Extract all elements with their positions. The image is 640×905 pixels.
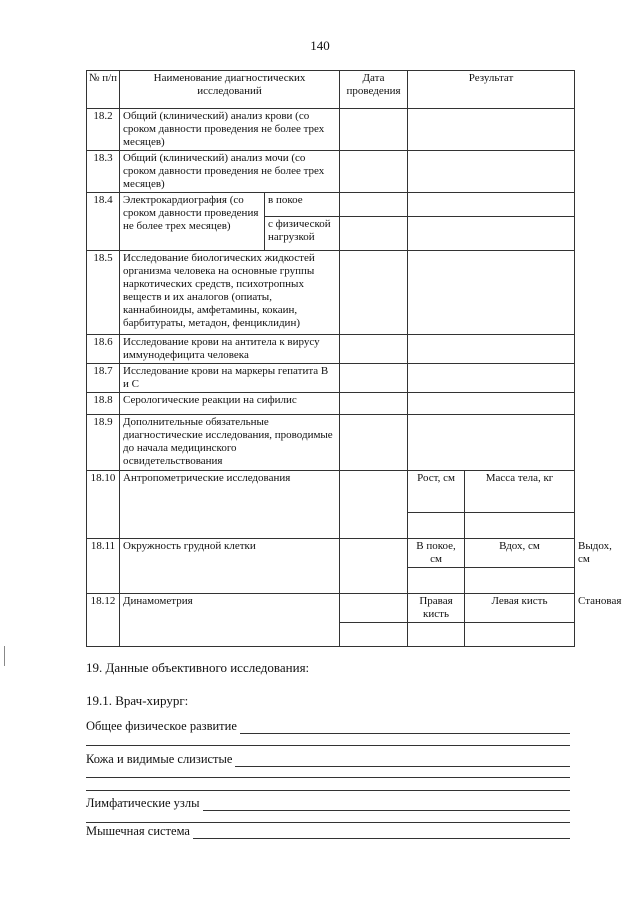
header-result: Результат: [408, 71, 575, 109]
row-num: 18.2: [87, 109, 120, 151]
left-hand-label: Левая кисть: [465, 594, 575, 623]
table-row: [87, 471, 575, 513]
table-row: 18.12 Динамометрия Правая кисть Левая кисть Становая: [87, 594, 575, 623]
result-cell[interactable]: [408, 335, 575, 364]
table-row: [87, 151, 575, 193]
result-cell[interactable]: [408, 109, 575, 151]
row-name: Общий (клинический) анализ мочи (со сроком давности проведения не более трех месяцев): [120, 151, 340, 193]
row-name: Дополнительные обязательные диагностические исследования, проводимые до начала медицинского освидетельствования: [120, 415, 340, 471]
fill-line[interactable]: [235, 753, 570, 767]
chest-inhale-label: Вдох, см: [465, 539, 575, 568]
result-cell[interactable]: [408, 193, 575, 217]
result-cell[interactable]: [408, 415, 575, 471]
header-date: Дата проведения: [340, 71, 408, 109]
date-cell[interactable]: [340, 251, 408, 335]
margin-mark: [4, 646, 5, 666]
page-number: 140: [310, 38, 330, 53]
ecg-load-label: с физической нагрузкой: [265, 217, 340, 251]
row-num: 18.11: [87, 539, 120, 594]
fill-line[interactable]: [86, 822, 570, 823]
table-row: 18.11 Окружность грудной клетки В покое, см Вдох, см Выдох, см: [87, 539, 575, 568]
fill-line[interactable]: [86, 790, 570, 791]
field-skin: [86, 752, 570, 767]
field-physical-development: [86, 719, 570, 734]
header-num: № п/п: [87, 71, 120, 109]
chest-inhale-value[interactable]: [465, 568, 575, 594]
table-row: [87, 109, 575, 151]
table-row: [87, 364, 575, 393]
table-row: [87, 251, 575, 335]
section-19-title: 19. Данные объективного исследования:: [86, 660, 310, 675]
date-cell[interactable]: [340, 217, 408, 251]
row-name: Серологические реакции на сифилис: [120, 393, 340, 415]
date-cell[interactable]: [340, 594, 408, 623]
height-label: Рост, см: [408, 471, 465, 513]
table-header-row: [87, 71, 575, 109]
field-muscle-system: [86, 824, 570, 839]
row-name: Электрокардиография (со сроком давности проведения не более трех месяцев): [120, 193, 265, 251]
date-cell[interactable]: [340, 393, 408, 415]
date-cell[interactable]: [340, 109, 408, 151]
right-hand-value[interactable]: [408, 623, 465, 647]
row-name: Антропометрические исследования: [120, 471, 340, 539]
section-19-1-title: 19.1. Врач-хирург:: [86, 693, 189, 708]
field-lymph-nodes: [86, 796, 570, 811]
date-cell[interactable]: [340, 623, 408, 647]
row-name: Исследование биологических жидкостей организма человека на основные группы наркотических средств, психотропных веществ и их аналогов (опиаты, каннабиноиды, амфетамины, кокаин, барбитураты, метадон, фенциклидин): [120, 251, 340, 335]
left-hand-value[interactable]: [465, 623, 575, 647]
row-num: 18.3: [87, 151, 120, 193]
row-name: Окружность грудной клетки: [120, 539, 340, 594]
weight-value[interactable]: [465, 513, 575, 539]
table-row: [87, 393, 575, 415]
table-row: [87, 415, 575, 471]
row-num: 18.6: [87, 335, 120, 364]
result-cell[interactable]: [408, 364, 575, 393]
row-num: 18.7: [87, 364, 120, 393]
date-cell[interactable]: [340, 539, 408, 594]
weight-label: Масса тела, кг: [465, 471, 575, 513]
row-num: 18.5: [87, 251, 120, 335]
table-row: [87, 335, 575, 364]
row-num: 18.12: [87, 594, 120, 647]
row-num: 18.4: [87, 193, 120, 251]
date-cell[interactable]: [340, 151, 408, 193]
fill-line[interactable]: [86, 777, 570, 778]
field-label: Общее физическое развитие: [86, 719, 237, 733]
row-name: Исследование крови на маркеры гепатита В и С: [120, 364, 340, 393]
row-name: Динамометрия: [120, 594, 340, 647]
row-num: 18.10: [87, 471, 120, 539]
result-cell[interactable]: [408, 251, 575, 335]
field-label: Мышечная система: [86, 824, 190, 838]
date-cell[interactable]: [340, 364, 408, 393]
date-cell[interactable]: [340, 471, 408, 539]
row-name: Исследование крови на антитела к вирусу иммунодефицита человека: [120, 335, 340, 364]
row-name: Общий (клинический) анализ крови (со сроком давности проведения не более трех месяцев): [120, 109, 340, 151]
date-cell[interactable]: [340, 193, 408, 217]
ecg-rest-label: в покое: [265, 193, 340, 217]
field-label: Лимфатические узлы: [86, 796, 200, 810]
field-label: Кожа и видимые слизистые: [86, 752, 233, 766]
fill-line[interactable]: [240, 720, 570, 734]
result-cell[interactable]: [408, 217, 575, 251]
chest-rest-value[interactable]: [408, 568, 465, 594]
fill-line[interactable]: [203, 797, 570, 811]
table-row: [87, 193, 575, 217]
row-num: 18.8: [87, 393, 120, 415]
diagnostic-table: [86, 70, 622, 647]
row-num: 18.9: [87, 415, 120, 471]
height-value[interactable]: [408, 513, 465, 539]
fill-line[interactable]: [86, 745, 570, 746]
right-hand-label: Правая кисть: [408, 594, 465, 623]
chest-rest-label: В покое, см: [408, 539, 465, 568]
result-cell[interactable]: [408, 393, 575, 415]
date-cell[interactable]: [340, 335, 408, 364]
header-name: Наименование диагностических исследований: [120, 71, 340, 109]
result-cell[interactable]: [408, 151, 575, 193]
date-cell[interactable]: [340, 415, 408, 471]
fill-line[interactable]: [193, 825, 570, 839]
